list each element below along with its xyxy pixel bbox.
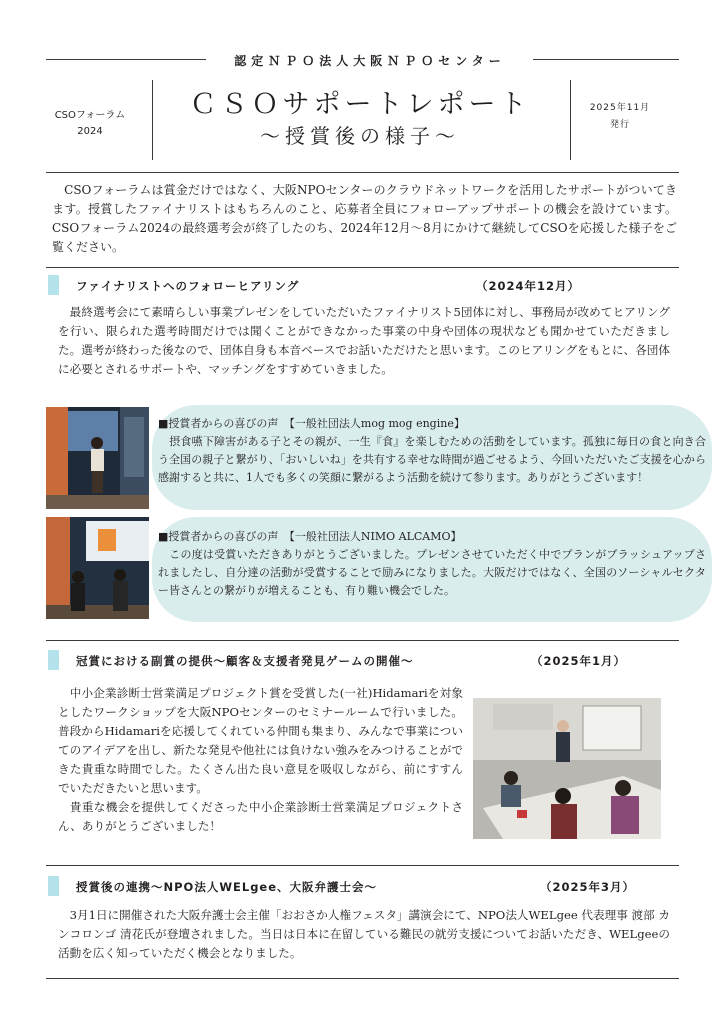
voice-heading-nimo: ■授賞者からの喜びの声 【一般社団法人NIMO ALCAMO】 [158,530,462,543]
header-rule-left [46,59,206,60]
section3-rule [46,865,679,866]
intro-paragraph: CSOフォーラムは賞金だけではなく、大阪NPOセンターのクラウドネットワークを活用したサポートがついてきます。授賞したファイナリストはもちろんのこと、応募者全員にフォローアップサポートの機会を設けています。CSOフォーラム2024の最終選考会が終了したのち、2024年12月～8月にかけて継続してCSOを応援した様子をご覧ください。 [52,183,677,254]
speaker-photo-mogmog-illustration [46,407,149,509]
header-divider-left [152,80,153,160]
section1-rule [46,267,679,268]
speaker-photo-mogmog [46,407,149,509]
organization-name: 認定ＮＰＯ法人大阪ＮＰＯセンター [234,54,506,68]
voice-text-mogmog: 摂食嚥下障害がある子とその親が、一生『食』を楽しむための活動をしています。孤独に毎日の食と向き合う全国の親子と繋がり、「おいしいね」を共有する幸せな時間が過ごせるよう、今回いただいたご支援を心から感謝すると共に、1人でも多くの笑顔に繋がるよう活動を続けて参ります。ありがとうございます！ [158,435,706,484]
header-divider-right [570,80,571,160]
workshop-photo-illustration [473,698,661,839]
section2-body: 中小企業診断士営業満足プロジェクト賞を受賞した(一社)Hidamariを対象としたワークショップを大阪NPOセンターのセミナールームで行いました。普段からHidamariを応援してくれている仲間も集まり、みんなで事業についてのアイデアを出し、新たな発見や他社には負けない強みをみつけることができた貴重な時間でした。たくさん出た良い意見を吸収しながら、前にすすんでいただきたいと思います。 貴重な機会を提供してくださった中小企業診断士営業満足プロジェクトさん、ありがとうございました！ [58,686,463,833]
section2-date: （2025年1月） [531,654,627,668]
workshop-photo [473,698,661,839]
footer-rule [46,978,679,979]
section1-title: ファイナリストへのフォローヒアリング [76,279,300,293]
section2-rule [46,640,679,641]
section3-title: 授賞後の連携～NPO法人WELgee、大阪弁護士会～ [76,880,378,894]
forum-name: CSOフォーラム [54,110,126,121]
section3-body: 3月1日に開催された大阪弁護士会主催「おおさか人権フェスタ」講演会にて、NPO法人WELgee 代表理事 渡部 カンコロンゴ 清花氏が登壇されました。当日は日本に在留している難民の就労支援についてお話いただき、WELgeeの活動を広く知っていただく機会となりました。 [58,908,670,960]
section1-marker [48,275,59,295]
issue-date-month: 2025年11月 [589,103,651,113]
page-subtitle: ～授賞後の様子～ [260,124,460,148]
speaker-photo-nimo-illustration [46,517,149,619]
forum-year: 2024 [77,126,103,137]
section2-marker [48,650,59,670]
voice-text-nimo: この度は受賞いただきありがとうございました。プレゼンさせていただく中でプランがブラッシュアップされましたし、自分達の活動が受賞することで励みになりました。大阪だけではなく、全国のソーシャルセクター皆さんとの繋がりが増えることも、有り難い機会でした。 [158,548,706,597]
header-rule-bottom [46,172,679,173]
issue-date-label: 発行 [609,120,630,130]
page-title: ＣＳＯサポートレポート [189,89,531,120]
section1-date: （2024年12月） [476,279,581,293]
section3-marker [48,876,59,896]
speaker-photo-nimo [46,517,149,619]
section1-body: 最終選考会にて素晴らしい事業プレゼンをしていただいたファイナリスト5団体に対し、事務局が改めてヒアリングを行い、限られた選考時間だけでは聞くことができなかった事業の中身や団体の現状なども聞かせていただきました。選考が終わった後なので、団体自身も本音ベースでお話いただけたと思います。このヒアリングをもとに、各団体に必要とされるサポートや、マッチングをすすめていきました。 [58,305,670,376]
header-rule-right [533,59,679,60]
forum-label [50,108,130,140]
section3-date: （2025年3月） [540,880,636,894]
section2-title: 冠賞における副賞の提供～顧客＆支援者発見ゲームの開催～ [76,654,414,668]
issue-date [580,100,660,134]
voice-heading-mogmog: ■授賞者からの喜びの声 【一般社団法人mog mog engine】 [158,417,465,430]
